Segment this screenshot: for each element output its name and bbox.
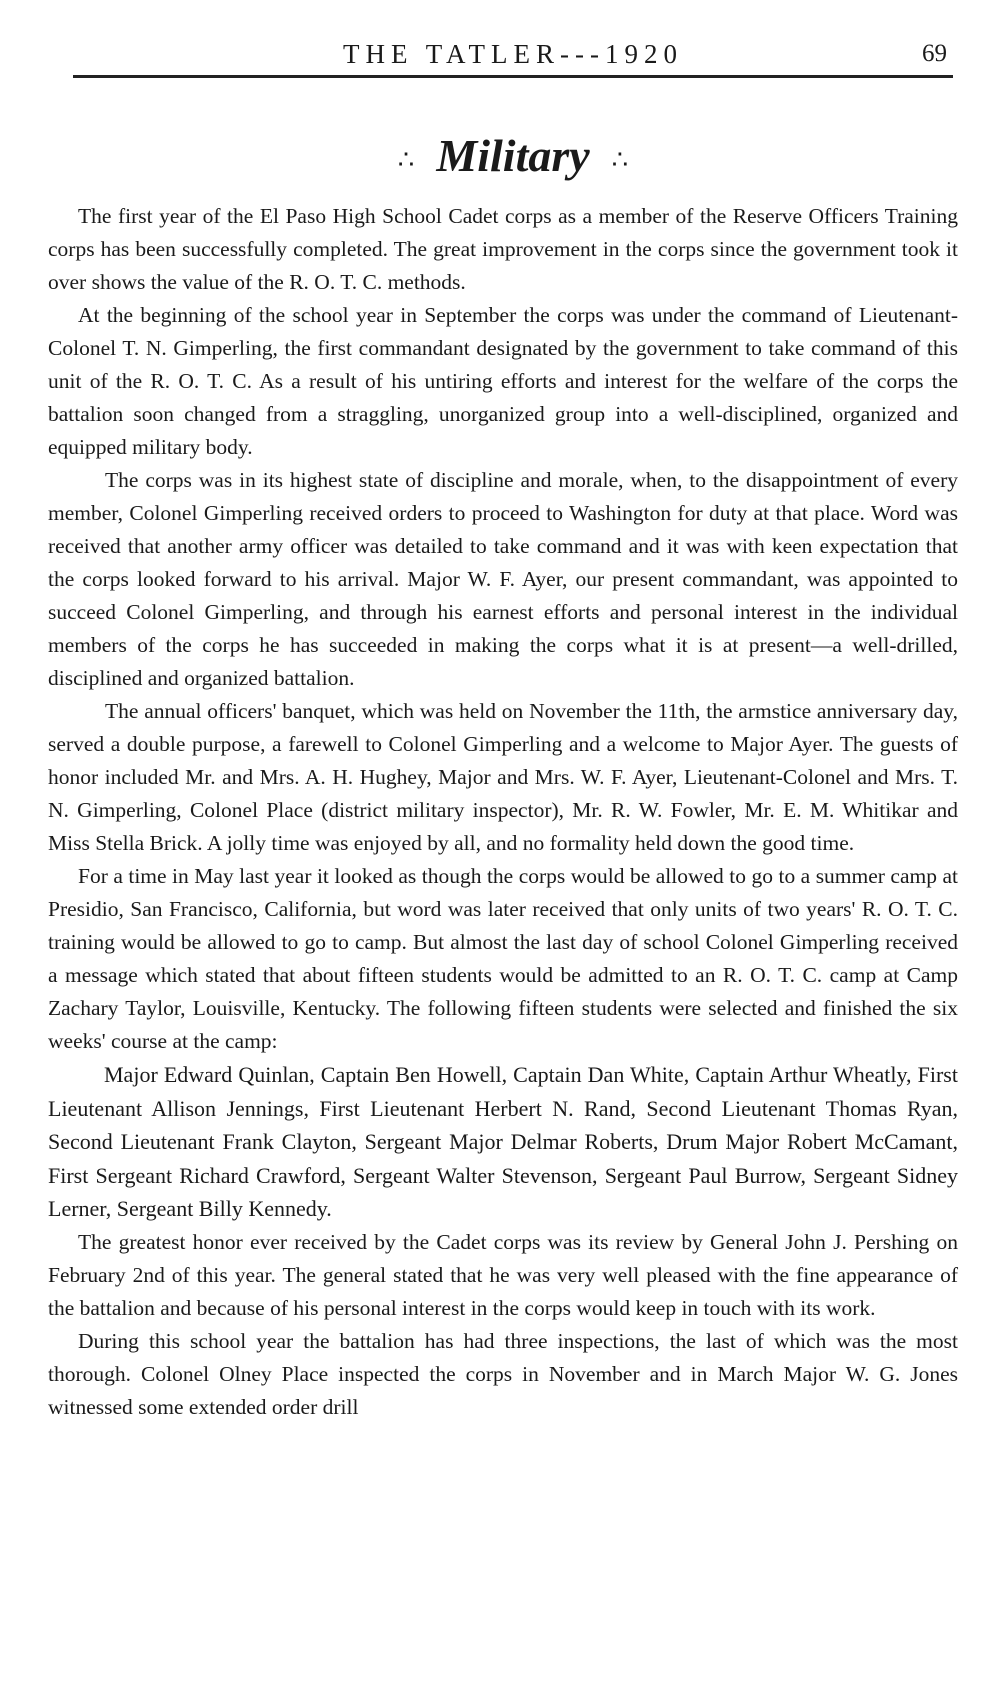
paragraph-officers-banquet: The annual officers' banquet, which was held on November the 11th, the armstice anniversary day, served a double purpose, a farewell to Colonel Gimperling and a welcome to Major Ayer. The guests of honor included Mr. and Mrs. A. H. Hughey, Major and Mrs. W. F. Ayer, Lieutenant-Colonel and Mrs. T. N. Gimperling, Colonel Place (district military inspector), Mr. R. W. Fowler, Mr. E. M. Whitikar and Miss Stella Brick. A jolly time was enjoyed by all, and no formality held down the good time. [48,699,958,855]
ornament-left: ∴ [397,145,415,175]
paragraph-pershing-review: The greatest honor ever received by the Cadet corps was its review by General John J. Pershing on February 2nd of this year. The general stated that he was very well pleased with the fine appearance of the battalion and because of his personal interest in the corps would keep in touch with its work. [48,1229,958,1320]
page-number: 69 [922,40,947,67]
paragraph-ayer-appointment: The corps was in its highest state of discipline and morale, when, to the disappointment of every member, Colonel Gimperling received orders to proceed to Washington for duty at that place. Word was received that another army officer was detailed to take command and it was with keen expectation that the corps looked forward to his arrival. Major W. F. Ayer, our present commandant, was appointed to succeed Colonel Gimperling, and through his earnest efforts and personal interest in the individual members of the corps he has succeeded in making the corps what it is at present—a well-drilled, disciplined and organized battalion. [48,468,958,690]
paragraph-intro: The first year of the El Paso High School Cadet corps as a member of the Reserve Officers Training corps has been successfully completed. The great improvement in the corps since the government took it over shows the value of the R. O. T. C. methods. [48,204,958,294]
section-title: Military [436,130,590,181]
section-heading [73,128,953,188]
ornament-right: ∴ [611,145,629,175]
paragraph-gimperling-command: At the beginning of the school year in September the corps was under the command of Lieutenant-Colonel T. N. Gimperling, the first commandant designated by the government to take command of this unit of the R. O. T. C. As a result of his untiring efforts and interest for the welfare of the corps the battalion soon changed from a straggling, unorganized group into a well-disciplined, organized and equipped military body. [48,303,958,459]
paragraph-inspections: During this school year the battalion has had three inspections, the last of which was the most thorough. Colonel Olney Place inspected the corps in November and in March Major W. G. Jones witnessed some extended order drill [48,1328,958,1419]
publication-title: THE TATLER---1920 [342,39,684,69]
paragraph-student-list: Major Edward Quinlan, Captain Ben Howell, Captain Dan White, Captain Arthur Wheatly, First Lieutenant Allison Jennings, First Lieutenant Herbert N. Rand, Second Lieutenant Thomas Ryan, Second Lieutenant Frank Clayton, Sergeant Major Delmar Roberts, Drum Major Robert McCamant, First Sergeant Richard Crawford, Sergeant Walter Stevenson, Sergeant Paul Burrow, Sergeant Sidney Lerner, Sergeant Billy Kennedy. [48,1062,958,1221]
running-header [73,34,953,74]
article-body [48,200,958,1424]
header-rule [73,75,953,78]
paragraph-summer-camp: For a time in May last year it looked as though the corps would be allowed to go to a summer camp at Presidio, San Francisco, California, but word was later received that only units of two years' R. O. T. C. training would be allowed to go to camp. But almost the last day of school Colonel Gimperling received a message which stated that about fifteen students would be admitted to an R. O. T. C. camp at Camp Zachary Taylor, Louisville, Kentucky. The following fifteen students were selected and finished the six weeks' course at the camp: [48,864,958,1053]
